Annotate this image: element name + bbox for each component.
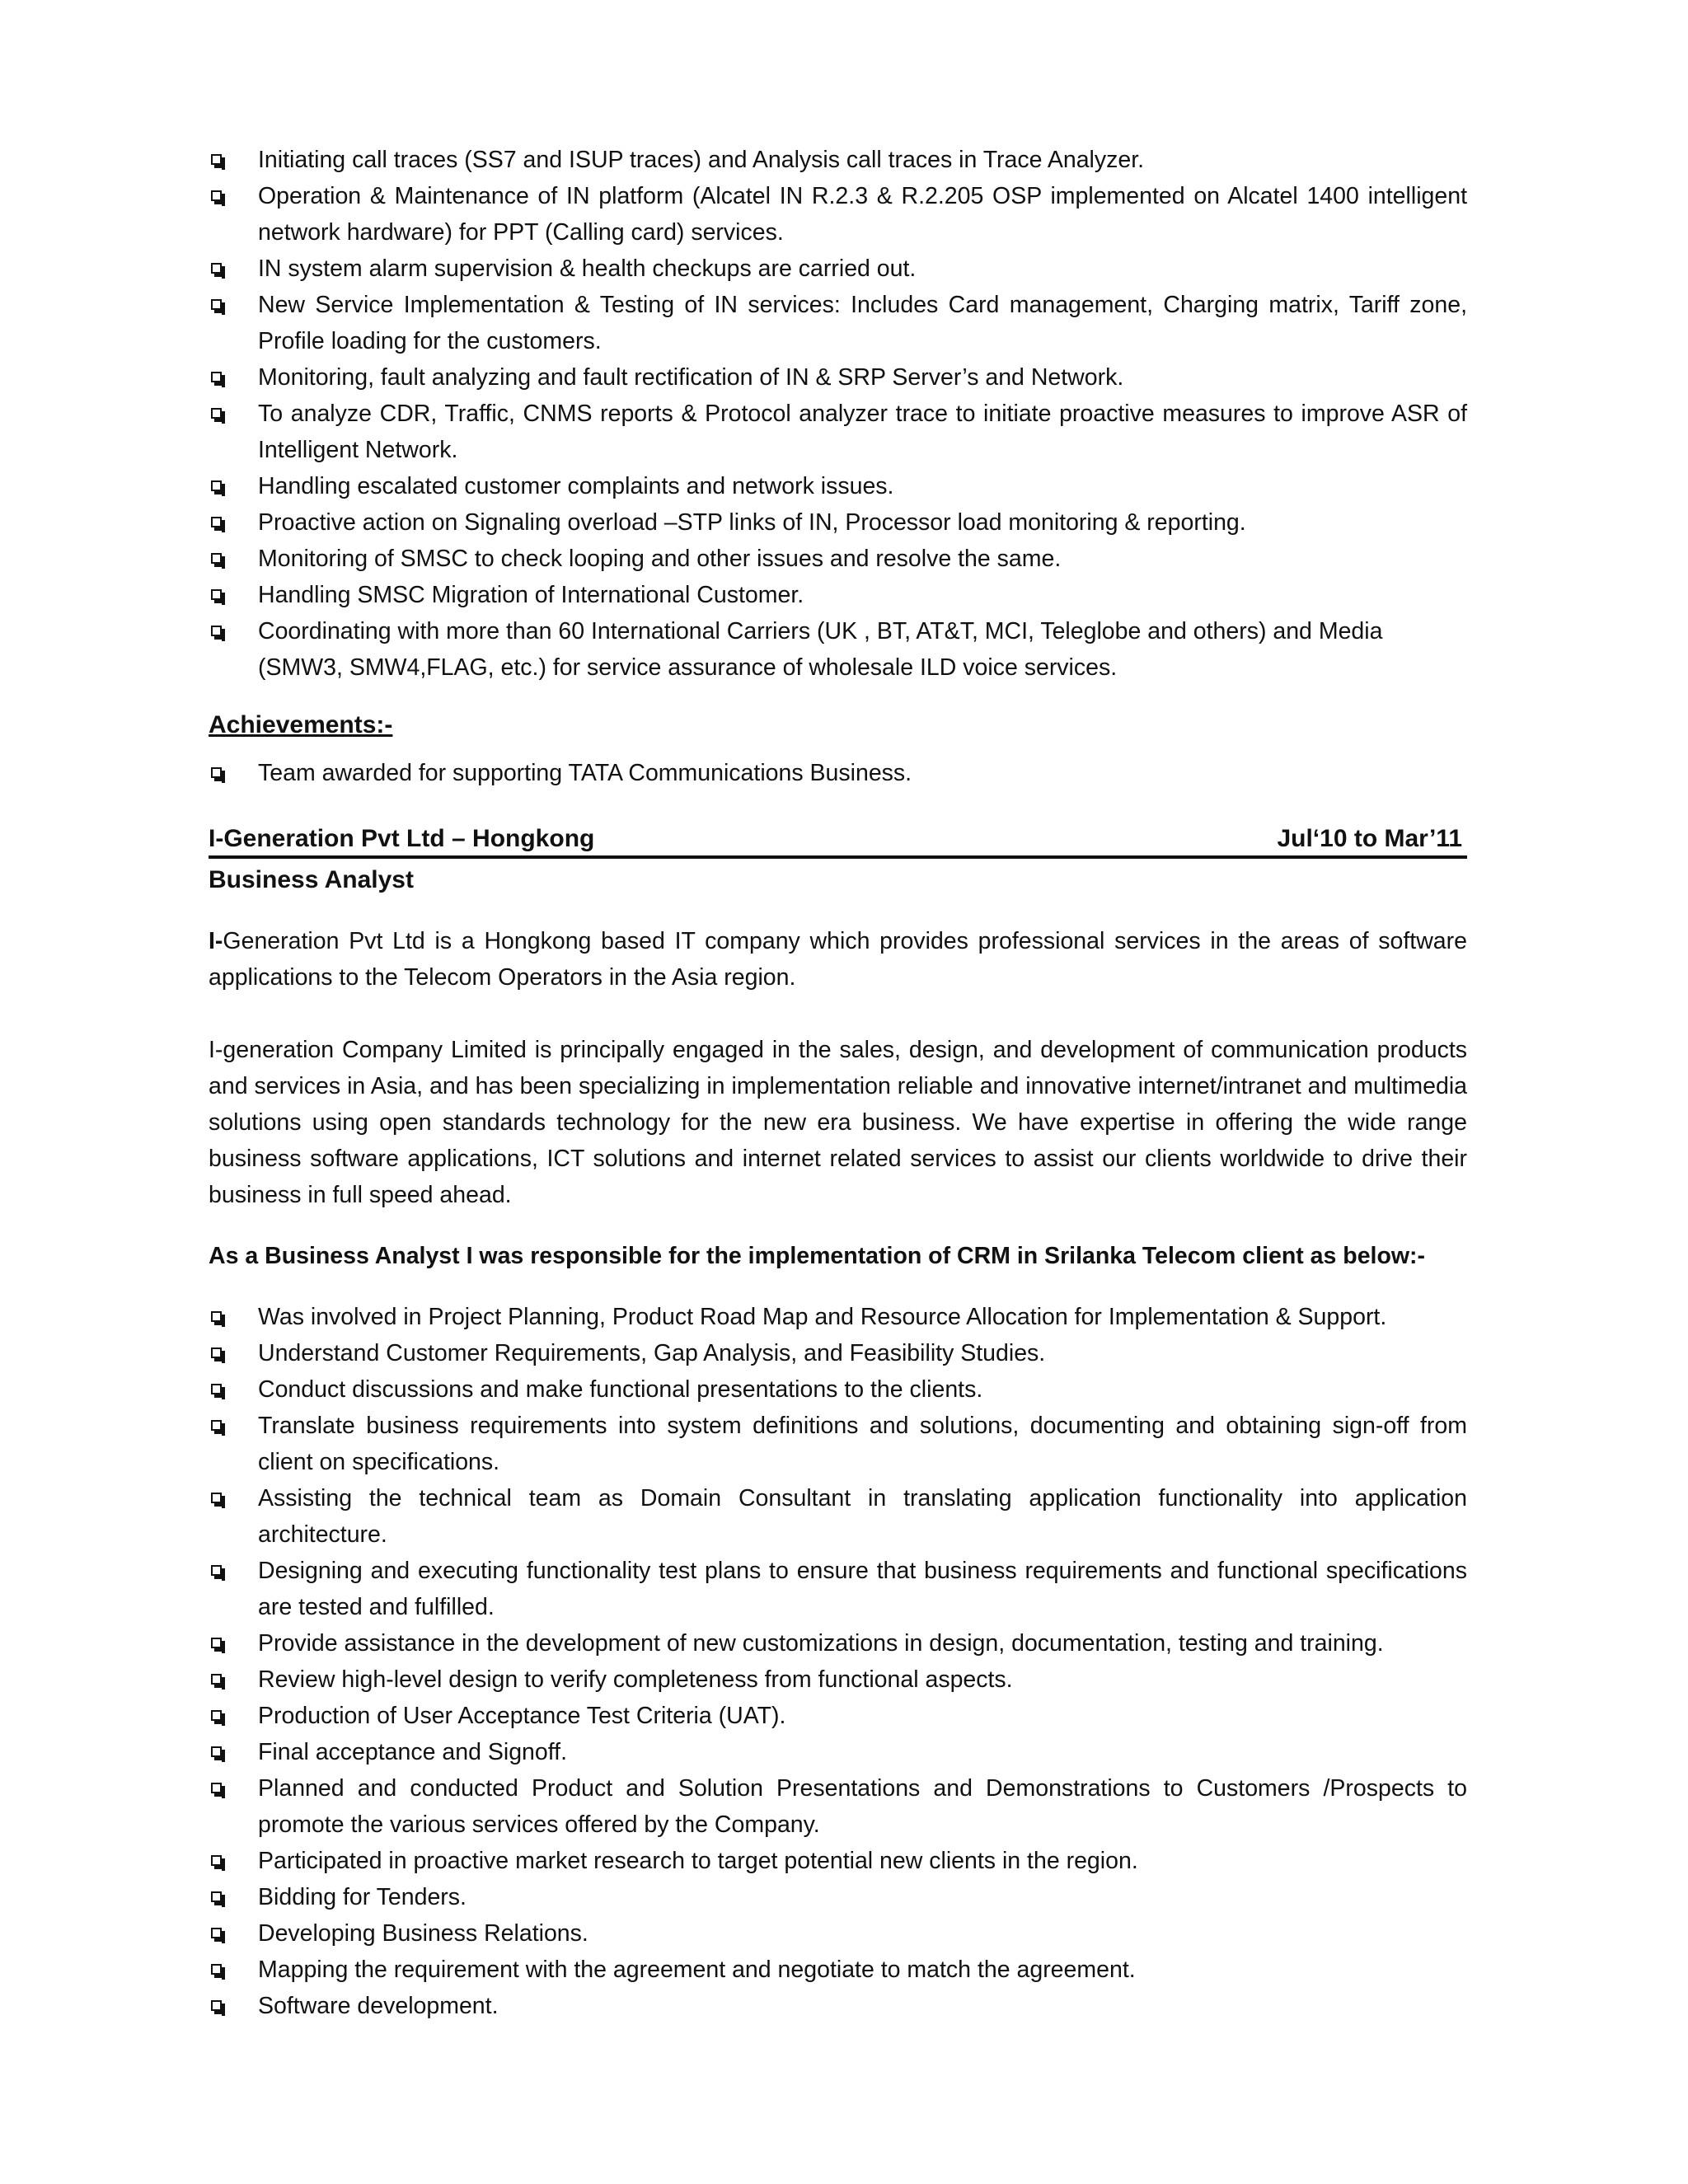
list-item: [209, 1553, 1467, 1625]
company-intro-text: Generation Pvt Ltd is a Hongkong based IT company which provides professional services in the areas of software applications to the Telecom Operators in the Asia region.: [209, 928, 1467, 991]
list-item-text: Developing Business Relations.: [258, 1920, 588, 1947]
list-item-text: Initiating call traces (SS7 and ISUP traces) and Analysis call traces in Trace Analyzer.: [258, 147, 1145, 173]
list-item: [209, 1770, 1467, 1843]
list-item: [209, 1480, 1467, 1553]
list-item-text: Handling escalated customer complaints and network issues.: [258, 473, 894, 499]
list-item-text: Conduct discussions and make functional presentations to the clients.: [258, 1376, 983, 1403]
company-intro-lead: I-: [209, 928, 223, 954]
list-item: [209, 755, 1467, 791]
list-item-text: Handling SMSC Migration of International Customer.: [258, 582, 804, 608]
list-item: [209, 396, 1467, 468]
list-item: [209, 287, 1467, 359]
list-item: [209, 1698, 1467, 1734]
achievements-heading: Achievements:-: [209, 711, 393, 738]
checkbox-bullet-icon: [211, 1420, 222, 1431]
responsibility-intro: As a Business Analyst I was responsible for the implementation of CRM in Srilanka Telecom client as below:-: [209, 1243, 1426, 1269]
list-item-text: Provide assistance in the development of new customizations in design, documentation, testing and training.: [258, 1630, 1384, 1657]
list-item: [209, 1625, 1467, 1661]
checkbox-bullet-icon: [211, 154, 222, 165]
list-item-text: Monitoring of SMSC to check looping and other issues and resolve the same.: [258, 546, 1062, 572]
list-item-text: New Service Implementation & Testing of IN services: Includes Card management, Charging matrix, Tariff zone, Profile loading for the customers.: [258, 292, 1467, 354]
list-item: [209, 1661, 1467, 1698]
list-item: [209, 577, 1467, 613]
checkbox-bullet-icon: [211, 1783, 222, 1793]
list-item: [209, 1335, 1467, 1371]
resume-page: [209, 142, 1467, 2024]
list-item: [209, 1952, 1467, 1988]
list-item: [209, 1371, 1467, 1408]
list-item: [209, 1734, 1467, 1770]
checkbox-bullet-icon: [211, 1311, 222, 1322]
checkbox-bullet-icon: [211, 1964, 222, 1975]
list-item: [209, 1879, 1467, 1915]
list-item-text: Operation & Maintenance of IN platform (Alcatel IN R.2.3 & R.2.205 OSP implemented on Alcatel 1400 intelligent network hardware) for PPT (Calling card) services.: [258, 183, 1467, 246]
list-item: [209, 251, 1467, 287]
duties-list: [209, 142, 1467, 686]
checkbox-bullet-icon: [211, 1384, 222, 1394]
checkbox-bullet-icon: [211, 1710, 222, 1721]
list-item: [209, 1408, 1467, 1480]
checkbox-bullet-icon: [211, 1746, 222, 1757]
checkbox-bullet-icon: [211, 589, 222, 600]
list-item: [209, 359, 1467, 396]
list-item-text: Participated in proactive market research to target potential new clients in the region.: [258, 1848, 1138, 1874]
checkbox-bullet-icon: [211, 408, 222, 419]
list-item-text: Understand Customer Requirements, Gap Analysis, and Feasibility Studies.: [258, 1340, 1046, 1366]
checkbox-bullet-icon: [211, 1493, 222, 1503]
list-item-text: Bidding for Tenders.: [258, 1884, 467, 1910]
list-item: [209, 1988, 1467, 2024]
checkbox-bullet-icon: [211, 767, 222, 778]
list-item: [209, 468, 1467, 504]
company-intro: [209, 923, 1467, 996]
list-item-text: Translate business requirements into system definitions and solutions, documenting and obtaining sign-off from client on specifications.: [258, 1413, 1467, 1475]
checkbox-bullet-icon: [211, 299, 222, 310]
list-item-text: Final acceptance and Signoff.: [258, 1739, 567, 1765]
list-item-text: Production of User Acceptance Test Criteria (UAT).: [258, 1703, 786, 1729]
job-header: [209, 823, 1467, 859]
checkbox-bullet-icon: [211, 1928, 222, 1938]
list-item-text: Coordinating with more than 60 International Carriers (UK , BT, AT&T, MCI, Teleglobe and others) and Media (SMW3, SMW4,FLAG, etc.) for service assurance of wholesale ILD voice services.: [258, 618, 1383, 681]
list-item-text: Monitoring, fault analyzing and fault rectification of IN & SRP Server’s and Network.: [258, 364, 1124, 391]
list-item-text: Proactive action on Signaling overload –STP links of IN, Processor load monitoring & reporting.: [258, 509, 1246, 536]
checkbox-bullet-icon: [211, 2000, 222, 2011]
checkbox-bullet-icon: [211, 626, 222, 636]
list-item-text: Planned and conducted Product and Solution Presentations and Demonstrations to Customers /Prospects to promote the various services offered by the Company.: [258, 1775, 1467, 1838]
achievements-list: [209, 755, 1467, 791]
checkbox-bullet-icon: [211, 1891, 222, 1902]
list-item: [209, 1299, 1467, 1335]
company-name: I-Generation Pvt Ltd – Hongkong: [209, 825, 595, 852]
list-item: [209, 1843, 1467, 1879]
checkbox-bullet-icon: [211, 1638, 222, 1648]
list-item-text: Mapping the requirement with the agreement and negotiate to match the agreement.: [258, 1957, 1136, 1983]
list-item: [209, 1915, 1467, 1952]
responsibilities-list: [209, 1299, 1467, 2024]
list-item-text: Review high-level design to verify completeness from functional aspects.: [258, 1666, 1013, 1693]
list-item: [209, 541, 1467, 577]
checkbox-bullet-icon: [211, 263, 222, 274]
list-item-text: Team awarded for supporting TATA Communications Business.: [258, 760, 912, 786]
list-item-text: To analyze CDR, Traffic, CNMS reports & Protocol analyzer trace to initiate proactive measures to improve ASR of Intelligent Network.: [258, 401, 1467, 463]
checkbox-bullet-icon: [211, 1855, 222, 1866]
checkbox-bullet-icon: [211, 480, 222, 491]
list-item: [209, 613, 1467, 686]
checkbox-bullet-icon: [211, 1565, 222, 1576]
list-item-text: Designing and executing functionality test plans to ensure that business requirements and functional specifications are tested and fulfilled.: [258, 1558, 1467, 1620]
checkbox-bullet-icon: [211, 372, 222, 382]
checkbox-bullet-icon: [211, 1347, 222, 1358]
list-item-text: Assisting the technical team as Domain Consultant in translating application functionality into application architecture.: [258, 1485, 1467, 1548]
checkbox-bullet-icon: [211, 553, 222, 564]
checkbox-bullet-icon: [211, 1674, 222, 1685]
list-item: [209, 504, 1467, 541]
list-item-text: Software development.: [258, 1993, 499, 2019]
checkbox-bullet-icon: [211, 517, 222, 527]
list-item-text: IN system alarm supervision & health checkups are carried out.: [258, 255, 917, 282]
job-role: Business Analyst: [209, 866, 414, 893]
checkbox-bullet-icon: [211, 190, 222, 201]
list-item: [209, 142, 1467, 178]
list-item-text: Was involved in Project Planning, Product Road Map and Resource Allocation for Implementation & Support.: [258, 1304, 1387, 1330]
job-dates: Jul‘10 to Mar’11: [1277, 825, 1462, 852]
company-description: I-generation Company Limited is principally engaged in the sales, design, and development of communication products and services in Asia, and has been specializing in implementation reliable and innovative internet/intranet and multimedia solutions using open standards technology for the new era business. We have expertise in offering the wide range business software applications, ICT solutions and internet related services to assist our clients worldwide to drive their business in full speed ahead.: [209, 1037, 1467, 1208]
list-item: [209, 178, 1467, 251]
